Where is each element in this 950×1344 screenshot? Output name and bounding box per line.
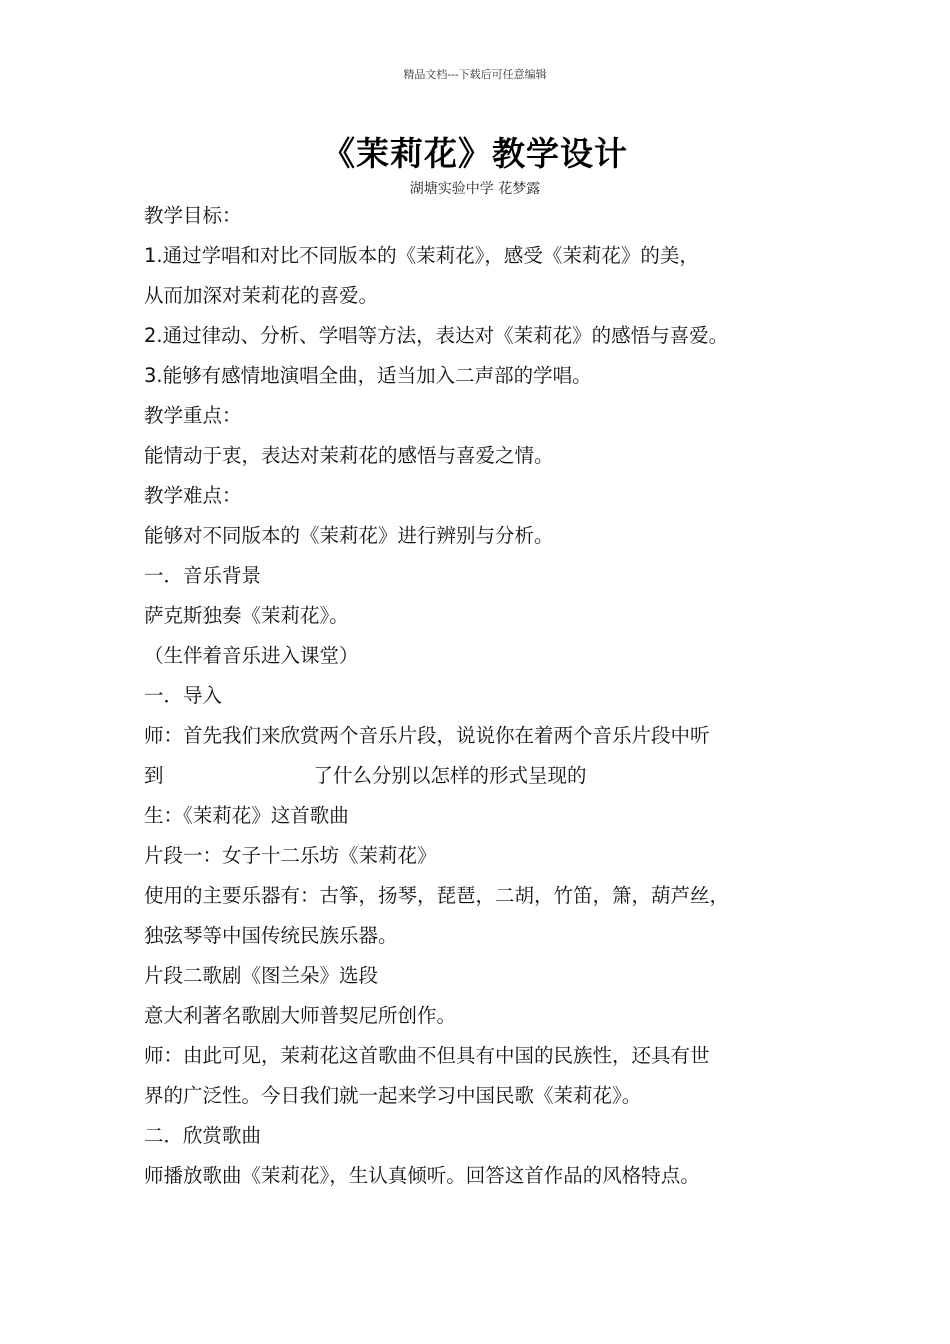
paragraph-line: 萨克斯独奏《茉莉花》。 xyxy=(144,604,349,627)
paragraph-line: 2.通过律动、分析、学唱等方法，表达对《茉莉花》的感悟与喜爱。 xyxy=(144,324,729,347)
paragraph-line: 生：《茉莉花》这首歌曲 xyxy=(144,804,349,827)
paragraph-line: 师：首先我们来欣赏两个音乐片段，说说你在着两个音乐片段中听 xyxy=(144,724,710,747)
paragraph-line: 师：由此可见，茉莉花这首歌曲不但具有中国的民族性，还具有世 xyxy=(144,1044,710,1067)
paragraph-line: 1.通过学唱和对比不同版本的《茉莉花》，感受《茉莉花》的美， xyxy=(144,244,699,267)
paragraph-line: （生伴着音乐进入课堂） xyxy=(144,644,359,667)
document-title: 《茉莉花》教学设计 xyxy=(322,134,628,173)
section-heading-introduction: 一．导入 xyxy=(144,684,223,707)
section-heading-difficulties: 教学难点： xyxy=(144,484,242,507)
section-heading-appreciation: 二．欣赏歌曲 xyxy=(144,1124,262,1147)
paragraph-line: 独弦琴等中国传统民族乐器。 xyxy=(144,924,398,947)
paragraph-line: 师播放歌曲《茉莉花》，生认真倾听。回答这首作品的风格特点。 xyxy=(144,1164,700,1187)
paragraph-fragment: 到 xyxy=(144,764,164,787)
section-heading-music-background: 一．音乐背景 xyxy=(144,564,262,587)
paragraph-line: 使用的主要乐器有：古筝，扬琴，琵琶，二胡，竹笛，箫，葫芦丝， xyxy=(144,884,730,907)
paragraph-line: 能情动于衷，表达对茉莉花的感悟与喜爱之情。 xyxy=(144,444,554,467)
section-heading-key-points: 教学重点： xyxy=(144,404,242,427)
paragraph-line: 从而加深对茉莉花的喜爱。 xyxy=(144,284,379,307)
section-heading-objectives: 教学目标： xyxy=(144,204,242,227)
document-body xyxy=(144,196,824,1196)
paragraph-line: 3.能够有感情地演唱全曲，适当加入二声部的学唱。 xyxy=(144,364,592,387)
paragraph-line: 片段二歌剧《图兰朵》选段 xyxy=(144,964,379,987)
paragraph-fragment: 了什么分别以怎样的形式呈现的 xyxy=(313,764,587,787)
author-line: 湖塘实验中学 花梦露 xyxy=(409,181,541,197)
paragraph-line: 意大利著名歌剧大师普契尼所创作。 xyxy=(144,1004,457,1027)
paragraph-line: 能够对不同版本的《茉莉花》进行辨别与分析。 xyxy=(144,524,554,547)
paragraph-line: 片段一：女子十二乐坊《茉莉花》 xyxy=(144,844,437,867)
paragraph-line: 界的广泛性。今日我们就一起来学习中国民歌《茉莉花》。 xyxy=(144,1084,642,1107)
paragraph-line-split xyxy=(144,756,824,796)
page-header: 精品文档---下载后可任意编辑 xyxy=(403,68,547,81)
